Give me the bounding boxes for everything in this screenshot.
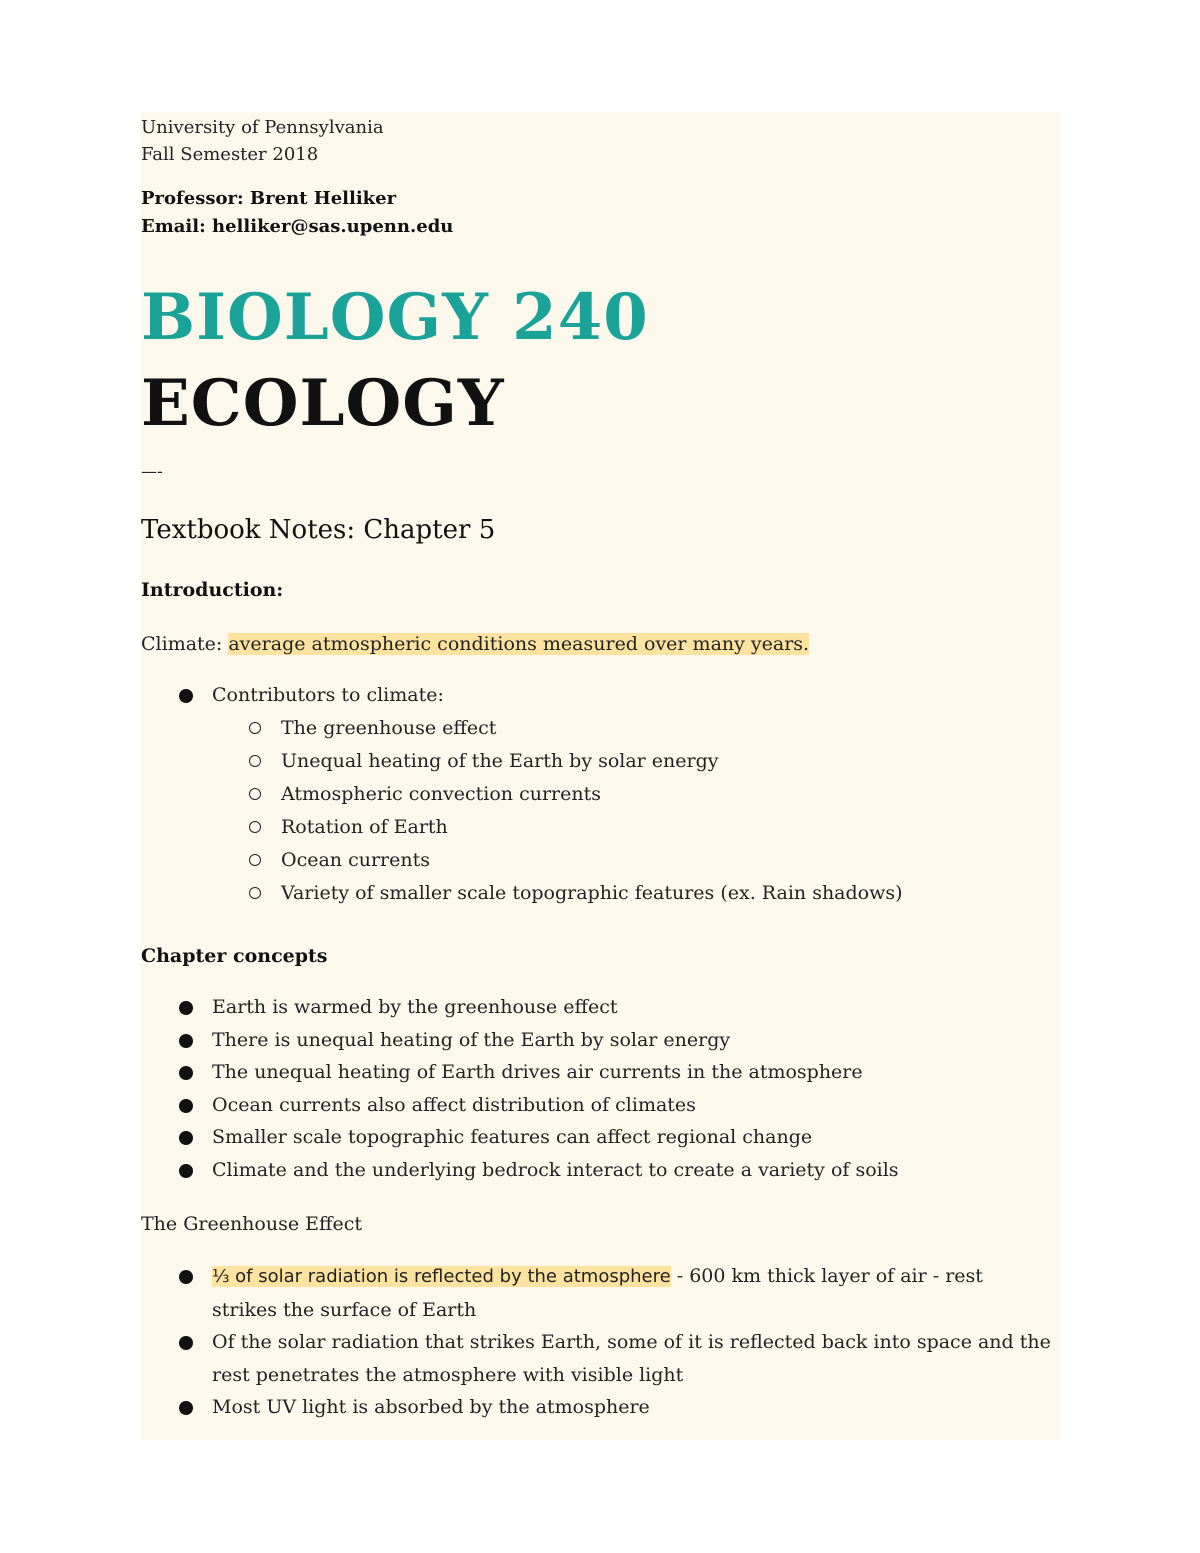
list-item-text: There is unequal heating of the Earth by solar energy	[212, 1028, 731, 1051]
semester: Fall Semester 2018	[141, 144, 319, 165]
circle-bullet-icon	[249, 722, 261, 734]
bullet-icon	[179, 1401, 193, 1415]
contributors-label: Contributors to climate:	[212, 684, 444, 706]
university-name: University of Pennsylvania	[141, 117, 384, 138]
list-item-text: Earth is warmed by the greenhouse effect	[212, 996, 618, 1018]
list-item-text: - 600 km thick layer of air - rest	[670, 1265, 983, 1287]
climate-definition-line	[141, 628, 809, 660]
bullet-icon	[179, 1131, 193, 1145]
email-line: Email: helliker@sas.upenn.edu	[141, 216, 454, 237]
list-item-text: Smaller scale topographic features can affect regional change	[212, 1126, 813, 1149]
circle-bullet-icon	[249, 854, 261, 866]
list-item-text: Ocean currents	[281, 848, 430, 871]
list-item-text: Rotation of Earth	[281, 815, 448, 838]
bullet-icon	[179, 1034, 193, 1048]
climate-label: Climate:	[141, 633, 229, 655]
list-item	[141, 1154, 1041, 1187]
document-page	[141, 112, 1059, 1440]
list-item-text: Most UV light is absorbed by the atmosphere	[212, 1396, 650, 1419]
list-item-text: Unequal heating of the Earth by solar energy	[281, 749, 719, 772]
greenhouse-list	[141, 1260, 1051, 1424]
list-item	[141, 1326, 1051, 1391]
list-item	[141, 1260, 1041, 1326]
concepts-list	[141, 991, 1041, 1187]
list-item-text: Of the solar radiation that strikes Earth, some of it is reflected back into space and the	[212, 1331, 1051, 1354]
bullet-icon	[179, 1066, 193, 1080]
course-title: BIOLOGY 240	[141, 280, 649, 355]
list-item	[141, 1121, 1041, 1154]
professor-line: Professor: Brent Helliker	[141, 188, 397, 209]
circle-bullet-icon	[249, 788, 261, 800]
highlighted-fact: ⅓ of solar radiation is reflected by the atmosphere	[212, 1266, 671, 1287]
list-item-text: Climate and the underlying bedrock interact to create a variety of soils	[212, 1158, 899, 1181]
list-item	[141, 991, 1041, 1024]
concepts-list-wrap	[141, 991, 1041, 1187]
bullet-icon	[179, 1099, 193, 1113]
bullet-icon	[179, 1336, 193, 1350]
bullet-icon	[179, 689, 193, 703]
chapter-heading: Textbook Notes: Chapter 5	[141, 515, 496, 545]
circle-bullet-icon	[249, 887, 261, 899]
chapter-concepts-heading: Chapter concepts	[141, 945, 328, 967]
list-item-text: Variety of smaller scale topographic features (ex. Rain shadows)	[281, 881, 903, 904]
list-item-text: Atmospheric convection currents	[281, 782, 601, 805]
list-item	[141, 1024, 1041, 1057]
contributors-sublist	[211, 712, 1041, 910]
list-item-text: Ocean currents also affect distribution of climates	[212, 1093, 696, 1116]
circle-bullet-icon	[249, 755, 261, 767]
list-item-text: strikes the surface of Earth	[212, 1298, 477, 1321]
bullet-icon	[179, 1270, 193, 1284]
greenhouse-list-wrap	[141, 1260, 1051, 1424]
list-item	[211, 712, 1041, 745]
bullet-icon	[179, 1001, 193, 1015]
list-item	[211, 877, 1041, 910]
title-divider: —-	[141, 462, 163, 481]
introduction-heading: Introduction:	[141, 579, 284, 601]
greenhouse-heading: The Greenhouse Effect	[141, 1213, 363, 1235]
climate-definition: average atmospheric conditions measured over many years.	[228, 633, 810, 655]
list-item	[211, 811, 1041, 844]
subject-title: ECOLOGY	[141, 366, 505, 441]
list-item	[141, 1056, 1041, 1089]
list-item	[141, 679, 1041, 910]
list-item	[141, 1089, 1041, 1122]
list-item-text: The greenhouse effect	[281, 716, 497, 739]
contributors-list-wrap	[141, 679, 1041, 910]
contributors-list	[141, 679, 1041, 910]
list-item-text: The unequal heating of Earth drives air currents in the atmosphere	[212, 1061, 863, 1084]
bullet-icon	[179, 1164, 193, 1178]
list-item-text: rest penetrates the atmosphere with visible light	[212, 1363, 684, 1386]
list-item	[141, 1391, 1041, 1424]
list-item	[211, 844, 1041, 877]
list-item	[211, 778, 1041, 811]
list-item	[211, 745, 1041, 778]
circle-bullet-icon	[249, 821, 261, 833]
